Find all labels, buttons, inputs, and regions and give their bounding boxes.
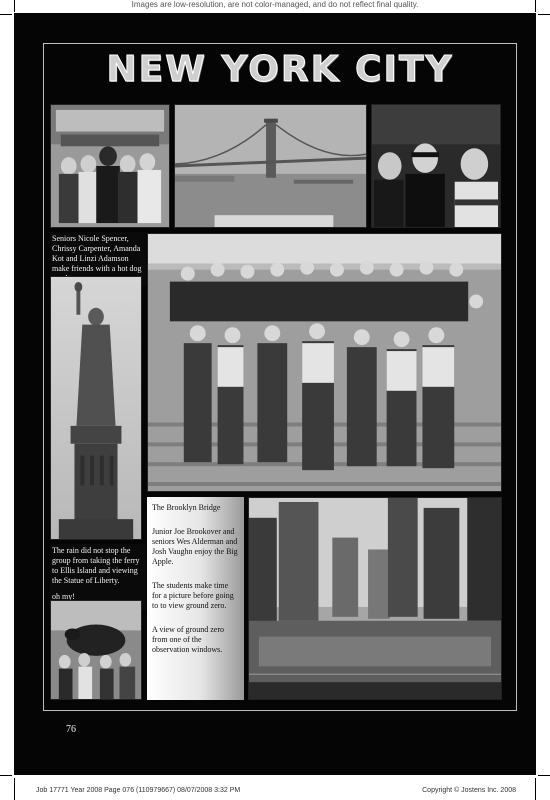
- job-info: Job 17771 Year 2008 Page 076 (110979667) 08/07/2008 3:32 PM: [36, 787, 241, 794]
- crop-mark: [538, 14, 550, 15]
- bull-statue-photo: [50, 600, 142, 700]
- crop-mark: [535, 0, 536, 12]
- guys-caption: Junior Joe Brookover and seniors Wes Alderman and Josh Vaughn enjoy the Big Apple.: [152, 527, 238, 566]
- quality-notice: Images are low-resolution, are not color-managed, and do not reflect final quality.: [131, 0, 419, 9]
- crop-mark: [535, 778, 536, 800]
- ground-zero-caption: A view of ground zero from one of the observation windows.: [152, 625, 224, 654]
- crop-mark: [0, 775, 12, 776]
- crop-mark: [14, 0, 15, 12]
- page-number: 76: [66, 724, 76, 735]
- statue-of-liberty-photo: [50, 276, 142, 540]
- copyright: Copyright © Jostens Inc. 2008: [422, 787, 516, 794]
- group-caption: The students make time for a picture before going to to view ground zero.: [152, 581, 234, 610]
- hotdog-caption: Seniors Nicole Spencer, Chrissy Carpenter, Amanda Kot and Linzi Adamson make friends with a hot dog: [50, 232, 146, 286]
- page-title: NEW YORK CITY: [106, 49, 454, 90]
- bridge-caption: The Brooklyn Bridge: [152, 503, 221, 512]
- crop-mark: [0, 14, 12, 15]
- crop-mark: [538, 775, 550, 776]
- ohmy-caption-text: oh my!: [52, 592, 75, 601]
- hotdog-vendor-photo: [50, 104, 170, 228]
- group-stairs-photo: [147, 233, 502, 492]
- statue-caption-text: The rain did not stop the group from taking the ferry to Ellis Island and viewing the Statue of Liberty.: [52, 546, 140, 585]
- crop-mark: [14, 778, 15, 800]
- ground-zero-photo: [248, 497, 502, 700]
- captions-panel: [147, 497, 244, 700]
- brooklyn-bridge-photo: [174, 104, 367, 228]
- students-guys-photo: [371, 104, 501, 228]
